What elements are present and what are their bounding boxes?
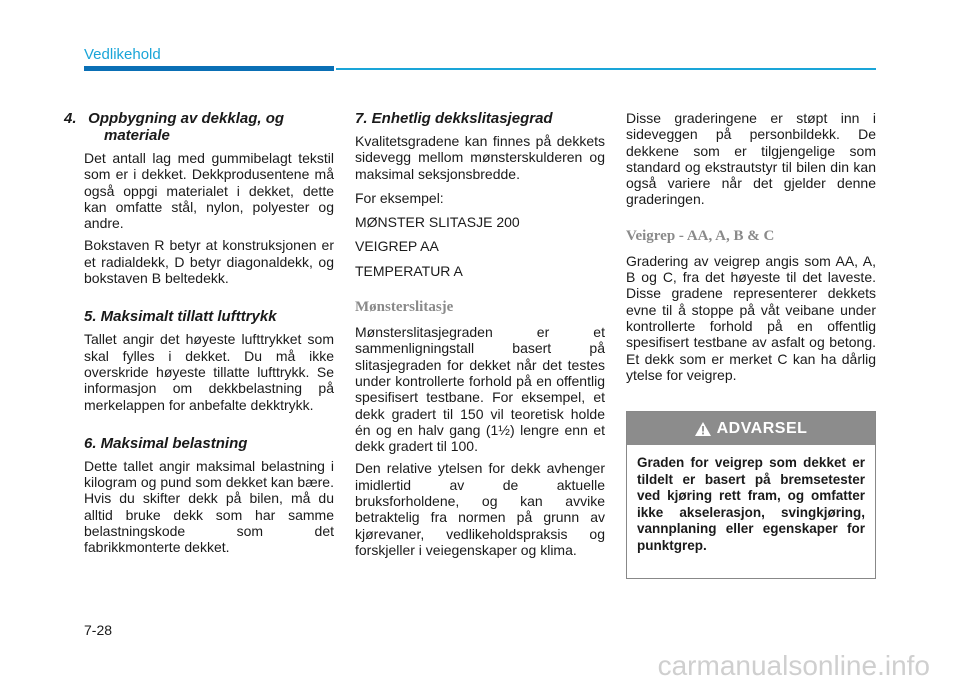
section-title: Vedlikehold <box>84 46 161 63</box>
header-rule-light <box>336 68 876 70</box>
column-middle <box>355 110 605 564</box>
paragraph: Mønsterslitasjegraden er et sammenligningstall basert på slitasjegraden for dekket når det testes under kontrollerte forhold på en offentlig spesifisert testbane. For eksempel, et dekk gradert til 150 vil teoretisk holde én og en halv gang (1½) lengre enn et dekk gradert til 100. <box>355 324 605 455</box>
example-line: TEMPERATUR A <box>355 262 463 279</box>
paragraph: Kvalitetsgradene kan finnes på dekkets sidevegg mellom mønsterskulderen og maksimal seksjonsbredde. <box>355 133 605 182</box>
header-rule-dark <box>84 66 334 71</box>
paragraph: Bokstaven R betyr at konstruksjonen er et radialdekk, D betyr diagonaldekk, og bokstaven B beltedekk. <box>84 237 334 287</box>
column-right <box>626 110 876 389</box>
column-left <box>64 110 334 562</box>
example-line: VEIGREP AA <box>355 238 439 255</box>
heading-section-7: 7. Enhetlig dekkslitasjegrad <box>355 110 553 127</box>
example-label: For eksempel: <box>355 189 444 206</box>
paragraph: Den relative ytelsen for dekk avhenger imidlertid av de aktuelle bruksforholdene, og kan avvike betraktelig fra normen på grunn av kjørevaner, vedlikeholdspraksis og forskjeller i veiegenskaper og klima. <box>355 460 605 558</box>
warning-text: Graden for veigrep som dekket er tildelt er basert på bremsetester ved kjøring rett fram, og omfatter ikke akselerasjon, svingkjøring, vannplaning eller egenskaper for punktgrep. <box>637 455 865 553</box>
paragraph: Det antall lag med gummibelagt tekstil som er i dekket. Dekkprodusentene må også oppgi materialet i dekket, dette kan omfatte stål, nylon, polyester og andre. <box>84 150 334 232</box>
paragraph: Gradering av veigrep angis som AA, A, B og C, fra det høyeste til det laveste. Disse gradene representerer dekkets evne til å stoppe på våt veibane under kontrollerte forhold på en offentlig spesifisert testbane av asfalt og betong. Et dekk som er merket C kan ha dårlig ytelse for veigrep. <box>626 252 876 383</box>
warning-triangle-icon <box>695 422 711 436</box>
paragraph: Tallet angir det høyeste lufttrykket som skal fylles i dekket. Du må ikke overskride høyeste tillatte lufttrykk. Se informasjon om dekkbelastning på merkelappen for anbefalte dekktrykk. <box>84 331 334 413</box>
paragraph: Disse graderingene er støpt inn i sideveggen på personbildekk. De dekkene som er tilgjengelige som standard og ekstrautstyr til bilen din kan også variere når det gjelder denne graderingen. <box>626 110 876 208</box>
watermark: carmanualsonline.info <box>657 650 930 681</box>
page-number: 7-28 <box>84 622 113 638</box>
subheading-traction: Veigrep - AA, A, B & C <box>626 227 775 244</box>
heading-section-4: 4. Oppbygning av dekklag, og materiale <box>64 110 285 144</box>
warning-header <box>627 412 875 445</box>
heading-section-6: 6. Maksimal belastning <box>84 434 248 452</box>
warning-title: ADVARSEL <box>716 419 808 437</box>
paragraph: Dette tallet angir maksimal belastning i kilogram og pund som dekket kan bære. Hvis du skifter dekk på bilen, må du alltid bruke dekk som har samme belastningskode som det fabrikkmonterte dekket. <box>84 457 334 556</box>
example-line: MØNSTER SLITASJE 200 <box>355 214 520 231</box>
heading-text: Oppbygning av dekklag, og materiale <box>88 110 285 144</box>
heading-section-5: 5. Maksimalt tillatt lufttrykk <box>84 308 277 326</box>
warning-box <box>626 411 876 579</box>
subheading-tread-wear: Mønsterslitasje <box>355 299 454 316</box>
